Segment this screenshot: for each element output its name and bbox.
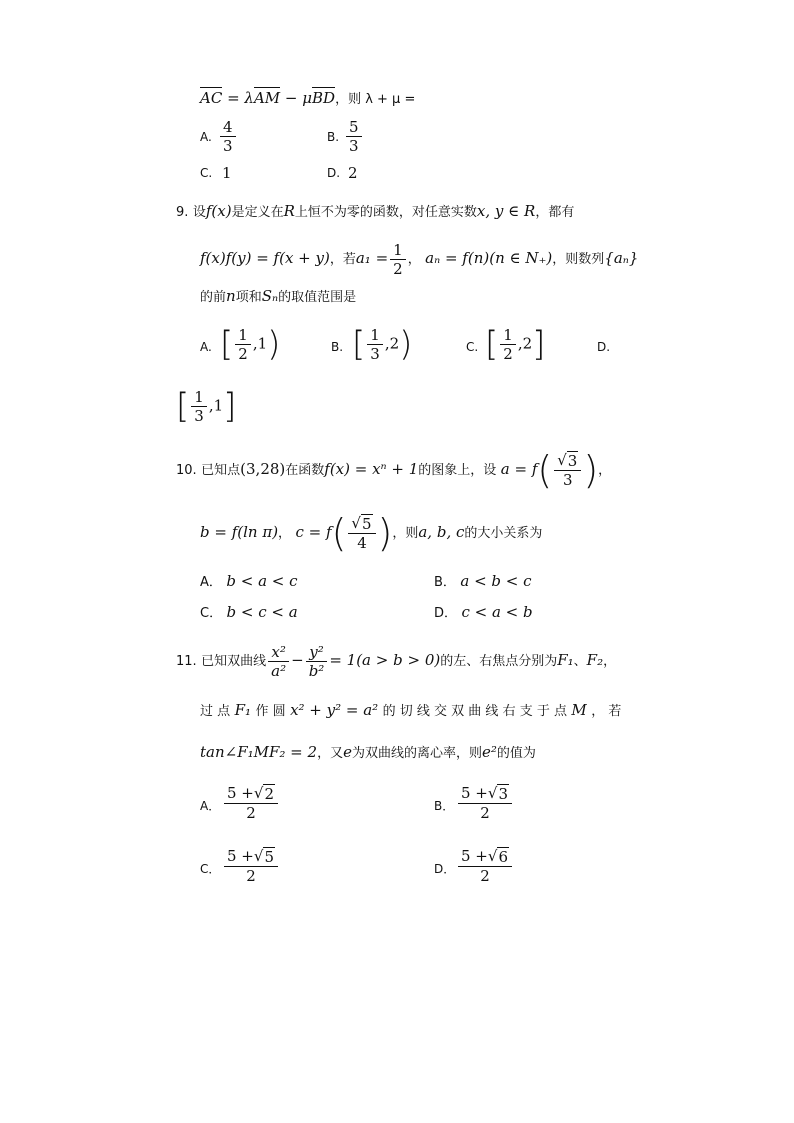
q9-option-d-label: D. — [597, 340, 611, 354]
q10-number: 10. — [176, 463, 197, 478]
q10-line1: 10. 已知点(3,28)在函数f(x) = xⁿ + 1的图象上，设 a = f( √ 3 3 )， — [176, 448, 612, 492]
q10-option-a: A． b < a < c — [200, 572, 298, 590]
q11-option-c: 5 + √ 5 2 — [222, 847, 280, 885]
q9-line3: 的前n项和Sₙ的取值范围是 — [200, 287, 357, 305]
vector-bd: BD — [312, 89, 336, 107]
q9-option-c-label: C. — [466, 340, 479, 354]
vector-ac: AC — [200, 89, 223, 107]
q11-option-c-label: C． — [200, 862, 221, 876]
q9-option-a: [ $\frac{1}{2}$ ,1) — [220, 324, 281, 365]
q11-option-d-label: D． — [434, 862, 456, 876]
q9-option-a-label: A. — [200, 340, 212, 354]
q11-option-b-label: B． — [434, 799, 455, 813]
q8-option-d: 2 — [348, 164, 358, 182]
q8-option-b-label: B. — [327, 130, 340, 144]
q9-option-b: [ $\frac{1}{3}$ ,2) — [352, 324, 413, 365]
q9-option-d: [ $\frac{1}{3}$ ,1] — [176, 386, 237, 427]
q10-option-d: D． c < a < b — [434, 603, 533, 621]
q10-option-b: B． a < b < c — [434, 572, 532, 590]
q9-option-c: [ $\frac{1}{2}$ ,2] — [485, 324, 546, 365]
q8-option-a-label: A. — [200, 130, 212, 144]
q11-option-b: 5 + √ 3 2 — [456, 784, 514, 822]
q8-option-b: $\frac{5}{3}$ — [344, 118, 364, 155]
q11-option-a: 5 + √ 2 2 — [222, 784, 280, 822]
q10-line2: b = f(ln π)， c = f( √ 5 4 )，则a, b, c的大小关系为 — [200, 511, 543, 555]
q8-option-c: 1 — [222, 164, 232, 182]
vector-am: AM — [253, 89, 281, 107]
q11-line2: 过 点 F₁ 作 圆 x² + y² = a² 的 切 线 交 双 曲 线 右 支 于 点 M ， 若 — [200, 701, 622, 719]
q11-number: 11. — [176, 654, 197, 669]
q11-option-a-label: A． — [200, 799, 221, 813]
q8-option-a: $\frac{4}{3}$ — [218, 118, 238, 155]
q9-line2: f(x)f(y) = f(x + y)，若a₁ = $\frac{1}{2}$ ， aₙ = f(n)(n ∈ N₊)，则数列{aₙ} — [200, 240, 639, 278]
q9-option-b-label: B. — [331, 340, 344, 354]
q11-option-d: 5 + √ 6 2 — [456, 847, 514, 885]
q8-option-c-label: C. — [200, 166, 213, 180]
q9-number: 9. — [176, 205, 189, 220]
q9-line1: 9. 设f(x)是定义在R上恒不为零的函数，对任意实数x, y ∈ R，都有 — [176, 202, 575, 220]
q8-statement: AC = λAM − μBD，则 λ + μ = — [200, 89, 416, 107]
q10-option-c: C． b < c < a — [200, 603, 298, 621]
q11-line1: 11. 已知双曲线 $\frac{\text{x²}}{\text{a²}}$ − $\frac{\text{y²}}{\text{b²}}$ = 1(a > b > 0)的左、右焦点分别为F₁、F₂， — [176, 642, 617, 680]
q8-option-d-label: D. — [327, 166, 341, 180]
q11-line3: tan∠F₁MF₂ = 2，又e为双曲线的离心率，则e²的值为 — [200, 743, 536, 761]
